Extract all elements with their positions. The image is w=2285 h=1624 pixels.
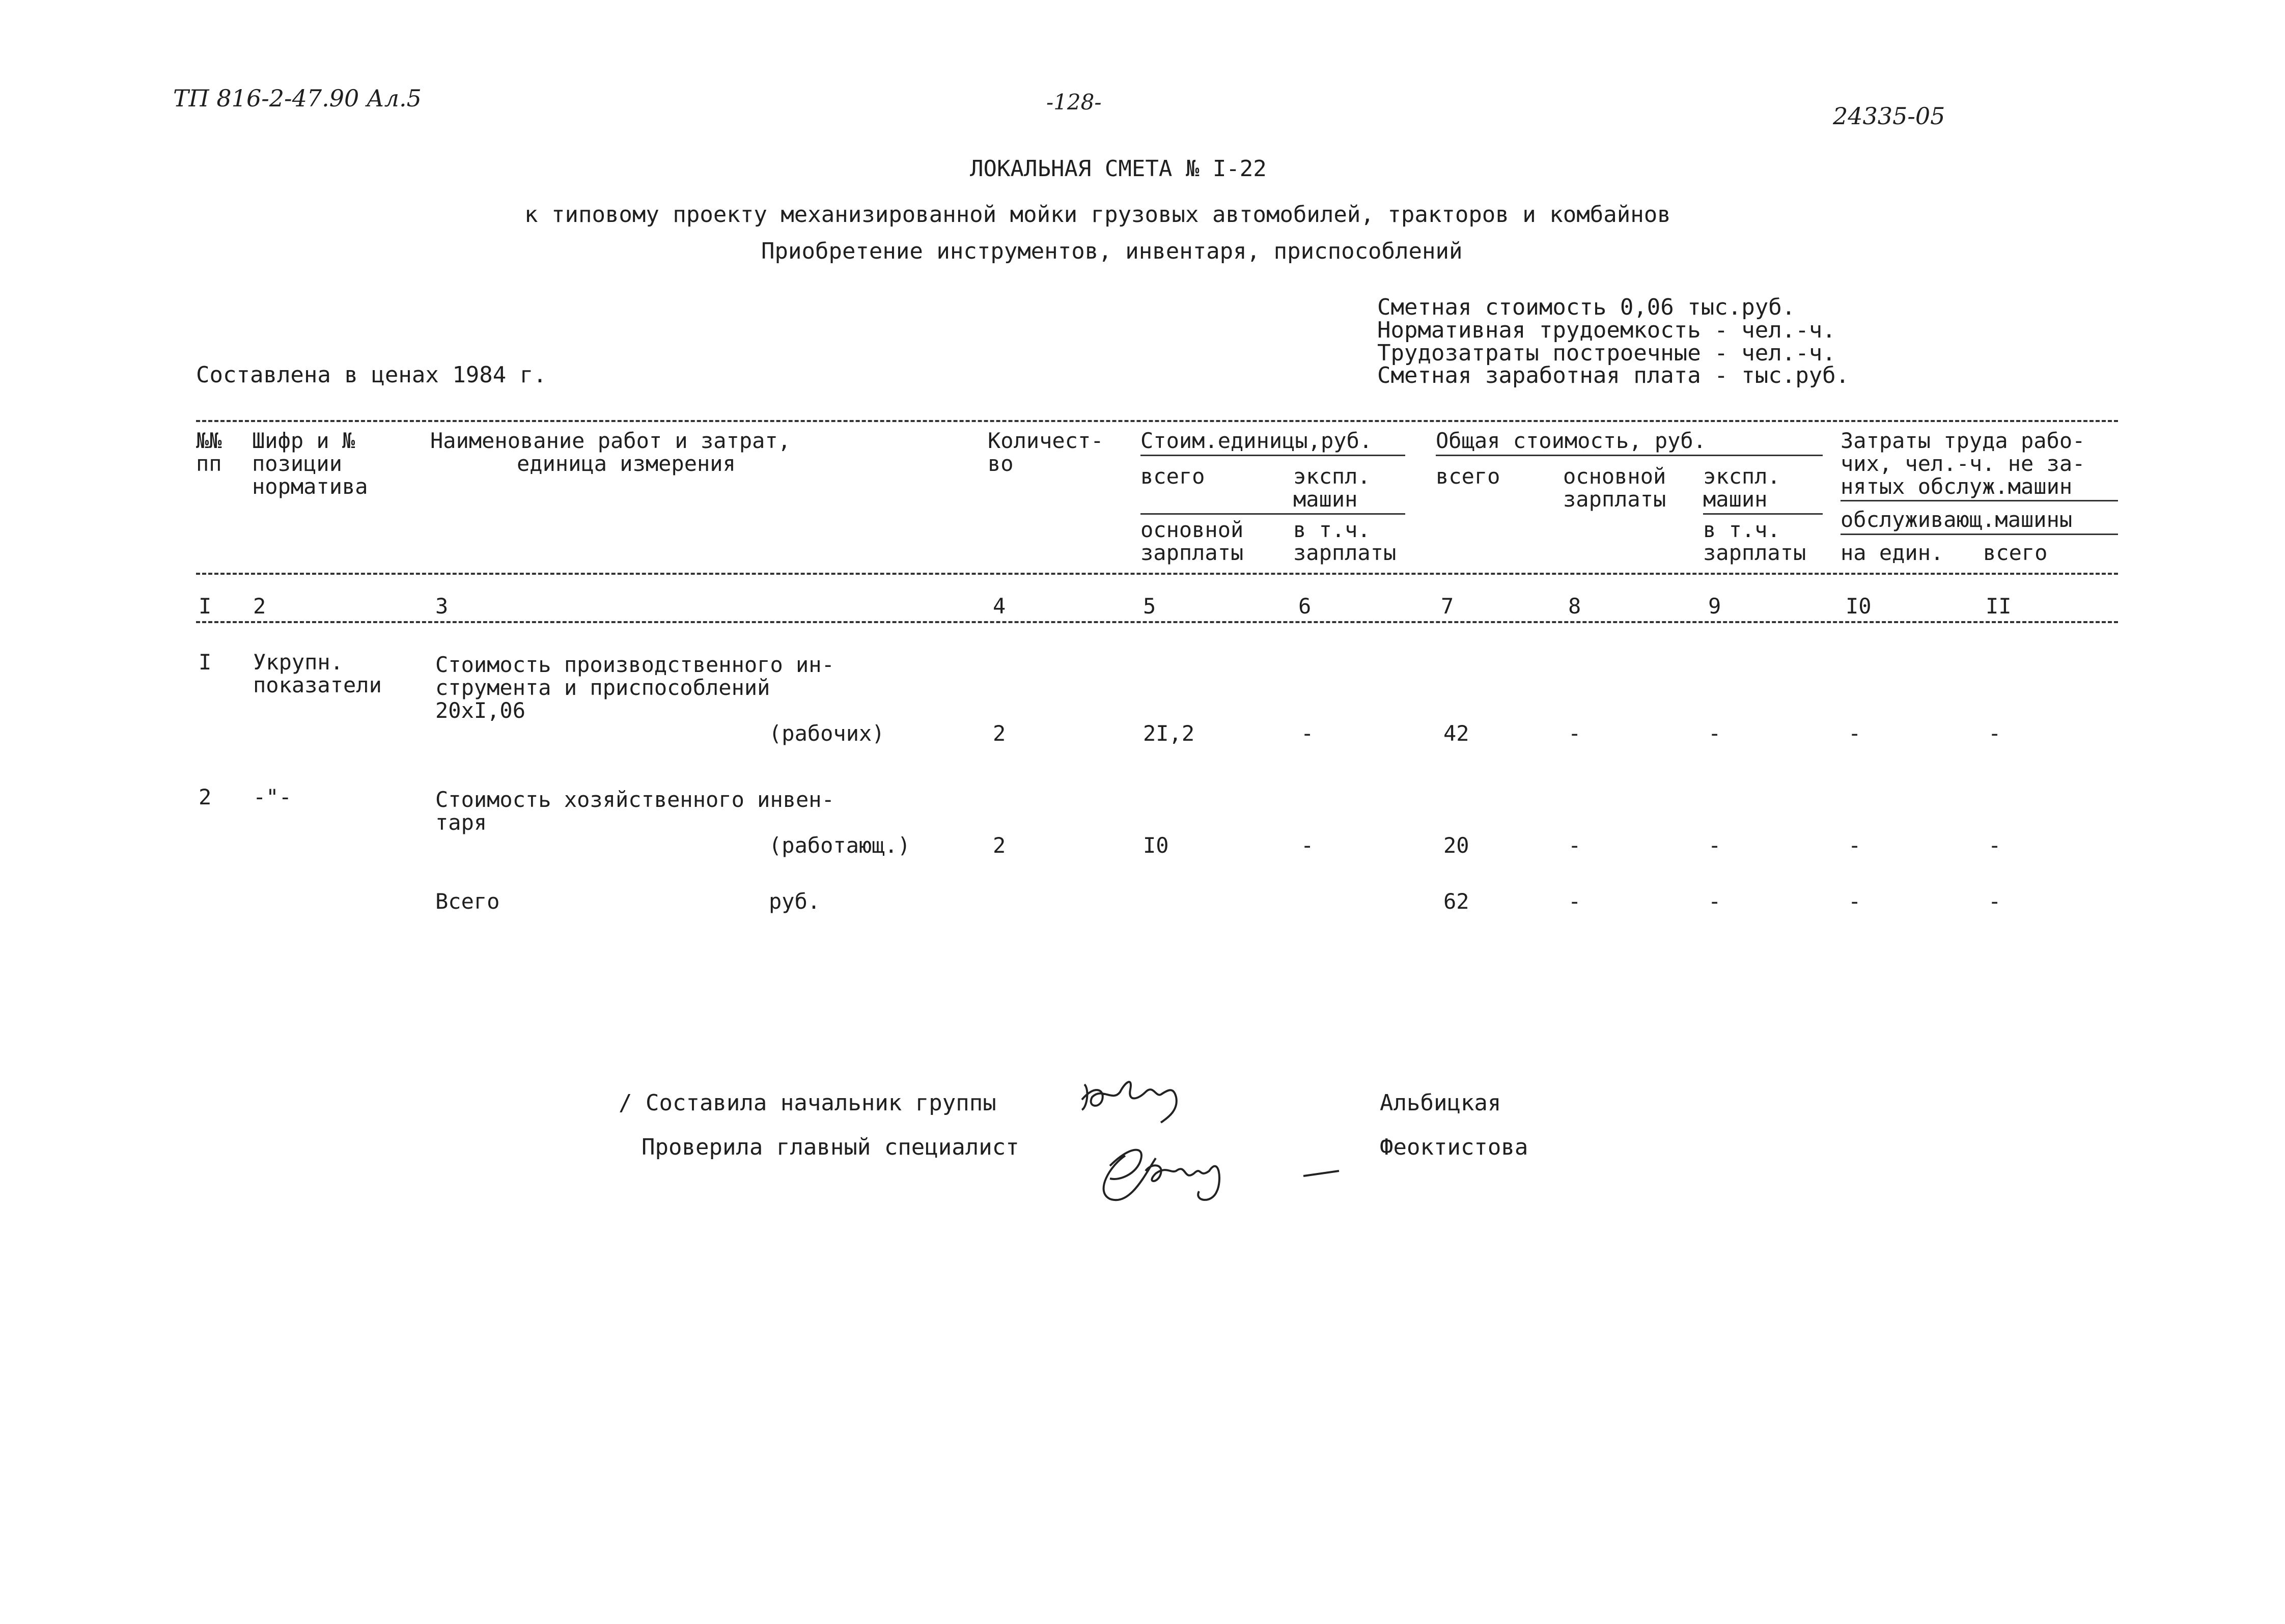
row-unit: (работающ.) — [769, 833, 911, 858]
col-qty-line2: во — [988, 451, 1014, 476]
document-code: ТП 816-2-47.90 Ал.5 — [173, 85, 422, 112]
row-qty: 2 — [993, 833, 1006, 858]
row-name-line1: Стоимость производственного ин- — [435, 652, 834, 677]
page-number: -128- — [1046, 90, 1102, 115]
col-labor-line2: чих, чел.-ч. не за- — [1841, 451, 2085, 476]
row-total-mach: - — [1708, 721, 1721, 746]
row-name-line2: таря — [435, 810, 487, 835]
row-code-line1: Укрупн. — [253, 650, 344, 675]
inventory-number: 24335-05 — [1833, 102, 1945, 130]
colnum-1: I — [199, 594, 212, 619]
summary-wages: Сметная заработная плата - тыс.руб. — [1377, 362, 1850, 388]
row-unit-total: 2I,2 — [1143, 721, 1195, 746]
row-code-line2: показатели — [253, 673, 382, 697]
col-total-mach-wage-line2: зарплаты — [1703, 540, 1806, 565]
colnum-3: 3 — [435, 594, 449, 619]
row-qty: 2 — [993, 721, 1006, 746]
total-labor-all: - — [1988, 889, 2001, 914]
row-total: 20 — [1443, 833, 1469, 858]
signature-2 — [1104, 1150, 1339, 1200]
total-mach: - — [1708, 889, 1721, 914]
table-top-rule — [196, 420, 2118, 422]
col-total-all: всего — [1436, 464, 1500, 489]
signer-1-role: / Составила начальник группы — [619, 1090, 996, 1116]
row-number: 2 — [199, 785, 212, 809]
row-unit-mach: - — [1301, 721, 1314, 746]
col-unit-mach-line2: машин — [1293, 487, 1358, 512]
col-labor-unit: на един. — [1841, 540, 1944, 565]
col-unit-mach-wage-line2: зарплаты — [1293, 540, 1397, 565]
total-labor-unit: - — [1848, 889, 1861, 914]
summary-labor-site: Трудозатраты построечные - чел.-ч. — [1377, 340, 1836, 366]
prices-note: Составлена в ценах 1984 г. — [196, 362, 547, 388]
row-number: I — [199, 650, 212, 675]
col-labor-line3: нятых обслуж.машин — [1841, 474, 2073, 499]
total-cost-underline — [1436, 455, 1823, 456]
row-name-line1: Стоимость хозяйственного инвен- — [435, 787, 834, 812]
row-unit-mach: - — [1301, 833, 1314, 858]
colnum-8: 8 — [1568, 594, 1581, 619]
row-labor-unit: - — [1848, 833, 1861, 858]
total-value: 62 — [1443, 889, 1469, 914]
col-code-line1: Шифр и № — [252, 428, 355, 453]
row-total-wage: - — [1568, 721, 1581, 746]
col-qty-line1: Количест- — [988, 428, 1104, 453]
col-labor-mach: обслуживающ.машины — [1841, 507, 2073, 532]
table-numbering-rule — [196, 621, 2118, 623]
col-unit-mach-line1: экспл. — [1293, 464, 1371, 489]
col-unit-wage-line1: основной — [1140, 517, 1244, 542]
table-header-bottom-rule — [196, 573, 2118, 575]
row-total-mach: - — [1708, 833, 1721, 858]
colnum-6: 6 — [1298, 594, 1312, 619]
row-code-line1: -"- — [253, 785, 292, 809]
col-code-line2: позиции — [252, 451, 343, 476]
col-total-cost: Общая стоимость, руб. — [1436, 428, 1707, 453]
row-unit-total: I0 — [1143, 833, 1169, 858]
colnum-7: 7 — [1441, 594, 1454, 619]
col-name-line1: Наименование работ и затрат, — [430, 428, 791, 453]
col-total-mach-line2: машин — [1703, 487, 1768, 512]
row-labor-unit: - — [1848, 721, 1861, 746]
colnum-10: I0 — [1846, 594, 1872, 619]
col-labor-all: всего — [1983, 540, 2048, 565]
col-labor-line1: Затраты труда рабо- — [1841, 428, 2085, 453]
colnum-11: II — [1986, 594, 2012, 619]
colnum-4: 4 — [993, 594, 1006, 619]
col-unit-cost: Стоим.единицы,руб. — [1140, 428, 1373, 453]
col-num-line1: №№ — [196, 428, 222, 453]
colnum-2: 2 — [253, 594, 266, 619]
document-subtitle: к типовому проекту механизированной мойки грузовых автомобилей, тракторов и комбайнов — [524, 202, 1671, 228]
signature-1 — [1082, 1082, 1177, 1123]
total-unit: руб. — [769, 889, 821, 914]
summary-cost: Сметная стоимость 0,06 тыс.руб. — [1377, 294, 1796, 320]
col-code-line3: норматива — [252, 474, 368, 499]
row-name-line2: струмента и приспособлений — [435, 675, 770, 700]
unit-wage-rule — [1140, 513, 1405, 515]
col-total-mach-line1: экспл. — [1703, 464, 1780, 489]
signer-2-name: Феоктистова — [1380, 1134, 1528, 1160]
total-mach-underline — [1703, 513, 1823, 515]
total-wage: - — [1568, 889, 1581, 914]
col-num-line2: пп — [196, 451, 222, 476]
col-unit-wage-line2: зарплаты — [1140, 540, 1244, 565]
col-unit-total: всего — [1140, 464, 1205, 489]
col-name-line2: единица измерения — [517, 451, 736, 476]
colnum-5: 5 — [1143, 594, 1156, 619]
signer-2-role: Проверила главный специалист — [642, 1134, 1019, 1160]
unit-cost-underline — [1140, 455, 1405, 456]
colnum-9: 9 — [1708, 594, 1721, 619]
col-unit-mach-wage-line1: в т.ч. — [1293, 517, 1371, 542]
row-name-line3: 20xI,06 — [435, 698, 526, 723]
row-unit: (рабочих) — [769, 721, 885, 746]
col-total-wage-line2: зарплаты — [1563, 487, 1666, 512]
labor-mach-underline — [1841, 534, 2118, 535]
col-total-mach-wage-line1: в т.ч. — [1703, 517, 1780, 542]
labor-underline — [1841, 500, 2118, 501]
row-labor-all: - — [1988, 721, 2001, 746]
col-total-wage-line1: основной — [1563, 464, 1666, 489]
row-total: 42 — [1443, 721, 1469, 746]
row-total-wage: - — [1568, 833, 1581, 858]
signer-1-name: Альбицкая — [1380, 1090, 1501, 1116]
row-labor-all: - — [1988, 833, 2001, 858]
summary-labor-norm: Нормативная трудоемкость - чел.-ч. — [1377, 317, 1836, 343]
document-title: ЛОКАЛЬНАЯ СМЕТА № I-22 — [970, 156, 1267, 182]
section-title: Приобретение инструментов, инвентаря, приспособлений — [761, 238, 1463, 264]
total-label: Всего — [435, 889, 500, 914]
